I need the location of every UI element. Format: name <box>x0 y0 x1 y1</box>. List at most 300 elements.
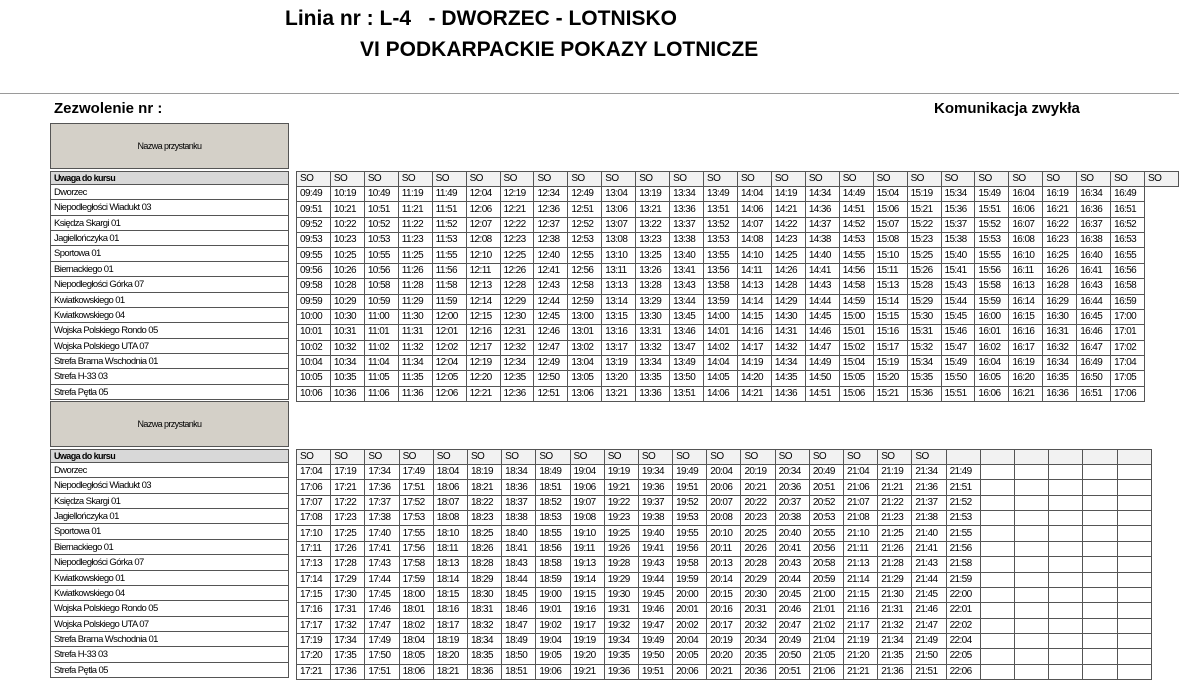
departure-time-cell: 19:08 <box>570 511 604 526</box>
course-marker-cell: SO <box>602 172 636 187</box>
departure-time-cell: 13:53 <box>704 233 738 248</box>
course-marker-cell: SO <box>975 172 1009 187</box>
departure-time-cell <box>1049 495 1083 510</box>
departure-time-cell: 15:14 <box>873 294 907 309</box>
departure-time-cell: 15:30 <box>907 309 941 324</box>
timetable-row <box>297 355 1179 370</box>
departure-time-cell: 13:30 <box>636 309 670 324</box>
departure-time-cell: 15:19 <box>873 355 907 370</box>
stop-name: Kwiatkowskiego 04 <box>50 586 289 601</box>
course-marker-cell: SO <box>1145 172 1179 187</box>
departure-time-cell: 19:23 <box>604 511 638 526</box>
departure-time-cell: 19:51 <box>638 664 672 679</box>
departure-time-cell: 12:04 <box>432 355 466 370</box>
departure-time-cell: 11:49 <box>432 187 466 202</box>
departure-time-cell: 19:37 <box>638 495 672 510</box>
departure-time-cell: 10:05 <box>297 371 331 386</box>
departure-time-cell: 17:51 <box>399 480 433 495</box>
departure-time-cell: 12:51 <box>534 386 568 401</box>
departure-time-cell: 14:23 <box>771 233 805 248</box>
departure-time-cell: 16:45 <box>1077 309 1111 324</box>
departure-time-cell: 14:04 <box>704 355 738 370</box>
departure-time-cell: 21:19 <box>844 633 878 648</box>
departure-time-cell: 20:51 <box>809 480 843 495</box>
departure-time-cell: 16:21 <box>1043 202 1077 217</box>
departure-time-cell: 19:53 <box>673 511 707 526</box>
departure-time-cell: 12:49 <box>568 187 602 202</box>
departure-time-cell: 15:59 <box>975 294 1009 309</box>
departure-time-cell: 14:44 <box>805 294 839 309</box>
departure-time-cell: 21:37 <box>912 495 946 510</box>
departure-time-cell <box>1014 495 1048 510</box>
departure-time-cell: 17:11 <box>297 541 331 556</box>
departure-time-cell: 20:26 <box>741 541 775 556</box>
departure-time-cell: 17:04 <box>1111 355 1145 370</box>
departure-time-cell: 12:55 <box>568 248 602 263</box>
departure-time-cell: 20:38 <box>775 511 809 526</box>
departure-time-cell: 16:53 <box>1111 233 1145 248</box>
departure-time-cell: 13:04 <box>602 187 636 202</box>
departure-time-cell: 18:58 <box>536 557 570 572</box>
departure-time-cell <box>1083 572 1117 587</box>
departure-time-cell: 12:11 <box>466 263 500 278</box>
departure-time-cell <box>1083 587 1117 602</box>
departure-time-cell: 11:29 <box>398 294 432 309</box>
departure-time-cell: 17:00 <box>1111 309 1145 324</box>
departure-time-cell: 21:31 <box>878 603 912 618</box>
departure-time-cell: 15:11 <box>873 263 907 278</box>
timetable-row <box>297 217 1179 232</box>
departure-time-cell: 21:59 <box>946 572 980 587</box>
departure-time-cell: 19:36 <box>604 664 638 679</box>
departure-time-cell: 19:29 <box>604 572 638 587</box>
departure-time-cell <box>1049 557 1083 572</box>
departure-time-cell: 18:25 <box>467 526 501 541</box>
departure-time-cell <box>1049 572 1083 587</box>
departure-time-cell: 17:34 <box>365 465 399 480</box>
departure-time-cell: 11:59 <box>432 294 466 309</box>
departure-time-cell: 20:17 <box>707 618 741 633</box>
departure-time-cell: 11:22 <box>398 217 432 232</box>
course-marker-cell: SO <box>297 172 331 187</box>
departure-time-cell: 17:47 <box>365 618 399 633</box>
departure-time-cell: 11:58 <box>432 279 466 294</box>
departure-time-cell: 18:31 <box>467 603 501 618</box>
departure-time-cell: 16:17 <box>1009 340 1043 355</box>
departure-time-cell: 17:38 <box>365 511 399 526</box>
departure-time-cell: 21:02 <box>809 618 843 633</box>
departure-time-cell: 13:00 <box>568 309 602 324</box>
departure-time-cell: 14:16 <box>737 325 771 340</box>
departure-time-cell: 16:20 <box>1009 371 1043 386</box>
departure-time-cell: 15:06 <box>839 386 873 401</box>
departure-time-cell: 13:41 <box>670 263 704 278</box>
departure-time-cell <box>1083 664 1117 679</box>
departure-time-cell: 15:02 <box>839 340 873 355</box>
course-marker-cell: SO <box>741 450 775 465</box>
departure-time-cell: 18:46 <box>502 603 536 618</box>
departure-time-cell <box>980 618 1014 633</box>
departure-time-cell <box>1083 649 1117 664</box>
departure-time-cell: 10:26 <box>330 263 364 278</box>
departure-time-cell <box>1014 603 1048 618</box>
departure-time-cell: 17:14 <box>297 572 331 587</box>
departure-time-cell: 13:23 <box>636 233 670 248</box>
departure-time-cell: 11:51 <box>432 202 466 217</box>
departure-time-cell: 12:31 <box>500 325 534 340</box>
departure-time-cell: 12:25 <box>500 248 534 263</box>
departure-time-cell: 15:19 <box>907 187 941 202</box>
departure-time-cell: 11:21 <box>398 202 432 217</box>
departure-time-cell <box>1117 541 1151 556</box>
departure-time-cell: 12:10 <box>466 248 500 263</box>
departure-time-cell: 18:36 <box>502 480 536 495</box>
departure-time-cell: 20:34 <box>741 633 775 648</box>
course-marker-cell <box>980 450 1014 465</box>
departure-time-cell: 12:00 <box>432 309 466 324</box>
departure-time-cell <box>1014 526 1048 541</box>
departure-time-cell <box>1049 649 1083 664</box>
departure-time-cell: 19:22 <box>604 495 638 510</box>
departure-time-cell: 12:26 <box>500 263 534 278</box>
departure-time-cell: 14:25 <box>771 248 805 263</box>
departure-time-cell: 11:25 <box>398 248 432 263</box>
departure-time-cell: 21:34 <box>878 633 912 648</box>
departure-time-cell: 20:21 <box>707 664 741 679</box>
departure-time-cell: 18:22 <box>467 495 501 510</box>
departure-time-cell: 10:56 <box>364 263 398 278</box>
departure-time-cell: 10:58 <box>364 279 398 294</box>
departure-time-cell: 20:36 <box>775 480 809 495</box>
departure-time-cell: 17:49 <box>365 633 399 648</box>
departure-time-cell: 18:56 <box>536 541 570 556</box>
departure-time-cell: 12:43 <box>534 279 568 294</box>
departure-time-cell: 21:04 <box>844 465 878 480</box>
course-marker-cell: SO <box>365 450 399 465</box>
departure-time-cell: 20:02 <box>673 618 707 633</box>
departure-time-cell: 20:04 <box>673 633 707 648</box>
departure-time-cell: 21:29 <box>878 572 912 587</box>
departure-time-cell: 16:21 <box>1009 386 1043 401</box>
departure-time-cell: 19:41 <box>638 541 672 556</box>
departure-time-cell: 11:19 <box>398 187 432 202</box>
departure-time-cell: 13:34 <box>670 187 704 202</box>
departure-time-cell: 15:21 <box>907 202 941 217</box>
departure-time-cell: 13:11 <box>602 263 636 278</box>
departure-time-cell: 11:56 <box>432 263 466 278</box>
departure-time-cell <box>1014 618 1048 633</box>
timetable-row <box>297 618 1152 633</box>
departure-time-cell: 19:06 <box>536 664 570 679</box>
departure-time-cell: 15:38 <box>941 233 975 248</box>
departure-time-cell: 17:32 <box>331 618 365 633</box>
departure-time-cell: 17:28 <box>331 557 365 572</box>
departure-time-cell: 11:30 <box>398 309 432 324</box>
course-marker-cell: SO <box>432 172 466 187</box>
departure-time-cell: 13:56 <box>704 263 738 278</box>
departure-time-cell: 16:00 <box>975 309 1009 324</box>
departure-time-cell: 18:41 <box>502 541 536 556</box>
timetable-row <box>297 465 1152 480</box>
departure-time-cell: 19:04 <box>570 465 604 480</box>
course-marker-cell: SO <box>500 172 534 187</box>
departure-time-cell: 13:04 <box>568 355 602 370</box>
departure-time-cell <box>980 664 1014 679</box>
course-marker-cell: SO <box>568 172 602 187</box>
departure-time-cell: 19:38 <box>638 511 672 526</box>
departure-time-cell: 17:35 <box>331 649 365 664</box>
departure-time-cell: 13:34 <box>636 355 670 370</box>
stop-name: Biernackiego 01 <box>50 262 289 277</box>
departure-time-cell: 14:10 <box>737 248 771 263</box>
departure-time-cell: 17:26 <box>331 541 365 556</box>
departure-time-cell: 10:04 <box>297 355 331 370</box>
departure-time-cell: 16:40 <box>1077 248 1111 263</box>
departure-time-cell: 20:59 <box>809 572 843 587</box>
departure-time-cell <box>980 633 1014 648</box>
stop-name: Jagiellończyka 01 <box>50 231 289 246</box>
course-marker-cell: SO <box>331 450 365 465</box>
departure-time-cell: 16:06 <box>1009 202 1043 217</box>
departure-time-cell: 15:44 <box>941 294 975 309</box>
departure-time-cell: 11:52 <box>432 217 466 232</box>
stop-name: Księdza Skargi 01 <box>50 216 289 231</box>
course-marker-cell: SO <box>534 172 568 187</box>
departure-time-cell: 14:35 <box>771 371 805 386</box>
departure-time-cell: 19:34 <box>638 465 672 480</box>
departure-time-cell: 19:30 <box>604 587 638 602</box>
departure-time-cell <box>1049 526 1083 541</box>
stop-column-block-2 <box>50 401 289 678</box>
departure-time-cell: 19:55 <box>673 526 707 541</box>
departure-time-cell: 09:56 <box>297 263 331 278</box>
departure-time-cell: 10:21 <box>330 202 364 217</box>
departure-time-cell: 21:46 <box>912 603 946 618</box>
departure-time-cell: 15:34 <box>907 355 941 370</box>
departure-time-cell <box>980 587 1014 602</box>
departure-time-cell: 20:36 <box>741 664 775 679</box>
departure-time-cell: 18:38 <box>502 511 536 526</box>
departure-time-cell: 21:43 <box>912 557 946 572</box>
departure-time-cell: 19:49 <box>673 465 707 480</box>
departure-time-cell: 09:51 <box>297 202 331 217</box>
departure-time-cell <box>1117 618 1151 633</box>
departure-time-cell: 15:05 <box>839 371 873 386</box>
departure-time-cell: 21:14 <box>844 572 878 587</box>
departure-time-cell: 10:30 <box>330 309 364 324</box>
departure-time-cell: 21:06 <box>809 664 843 679</box>
departure-time-cell <box>1049 465 1083 480</box>
departure-time-cell: 12:13 <box>466 279 500 294</box>
departure-time-cell: 19:31 <box>604 603 638 618</box>
departure-time-cell: 12:58 <box>568 279 602 294</box>
departure-time-cell: 18:10 <box>433 526 467 541</box>
departure-time-cell: 21:00 <box>809 587 843 602</box>
departure-time-cell: 12:37 <box>534 217 568 232</box>
departure-time-cell: 10:25 <box>330 248 364 263</box>
departure-time-cell <box>1117 480 1151 495</box>
departure-time-cell: 11:01 <box>364 325 398 340</box>
departure-time-cell: 16:38 <box>1077 233 1111 248</box>
departure-time-cell: 17:36 <box>331 664 365 679</box>
departure-time-cell: 13:06 <box>602 202 636 217</box>
departure-time-cell: 13:50 <box>670 371 704 386</box>
departure-time-cell: 17:16 <box>297 603 331 618</box>
departure-time-cell: 13:32 <box>636 340 670 355</box>
departure-time-cell <box>1083 633 1117 648</box>
departure-time-cell: 14:06 <box>704 386 738 401</box>
departure-time-cell: 12:17 <box>466 340 500 355</box>
departure-time-cell: 19:51 <box>673 480 707 495</box>
departure-time-cell: 16:51 <box>1111 202 1145 217</box>
departure-time-cell: 13:19 <box>602 355 636 370</box>
departure-time-cell: 20:06 <box>673 664 707 679</box>
departure-time-cell: 14:56 <box>839 263 873 278</box>
departure-time-cell: 18:07 <box>433 495 467 510</box>
departure-time-cell <box>980 465 1014 480</box>
departure-time-cell: 12:56 <box>568 263 602 278</box>
departure-time-cell <box>1014 541 1048 556</box>
departure-time-cell: 16:37 <box>1077 217 1111 232</box>
departure-time-cell: 10:01 <box>297 325 331 340</box>
departure-time-cell: 20:07 <box>707 495 741 510</box>
departure-time-cell: 18:44 <box>502 572 536 587</box>
departure-time-cell: 15:17 <box>873 340 907 355</box>
departure-time-cell: 15:01 <box>839 325 873 340</box>
departure-time-cell: 14:43 <box>805 279 839 294</box>
departure-time-cell: 15:06 <box>873 202 907 217</box>
departure-time-cell: 14:41 <box>805 263 839 278</box>
departure-time-cell: 20:55 <box>809 526 843 541</box>
departure-time-cell: 14:32 <box>771 340 805 355</box>
departure-time-cell: 17:34 <box>331 633 365 648</box>
departure-time-cell: 19:19 <box>570 633 604 648</box>
course-marker-cell: SO <box>707 450 741 465</box>
departure-time-cell: 20:25 <box>741 526 775 541</box>
departure-time-cell: 14:08 <box>737 233 771 248</box>
course-marker-cell <box>1014 450 1048 465</box>
departure-time-cell: 13:29 <box>636 294 670 309</box>
departure-time-cell: 10:51 <box>364 202 398 217</box>
departure-time-cell: 17:06 <box>297 480 331 495</box>
departure-time-cell: 10:06 <box>297 386 331 401</box>
timetable-row <box>297 664 1152 679</box>
departure-time-cell: 13:36 <box>636 386 670 401</box>
timetable-row <box>297 572 1152 587</box>
departure-time-cell <box>1117 511 1151 526</box>
departure-time-cell: 20:16 <box>707 603 741 618</box>
departure-time-cell: 15:36 <box>941 202 975 217</box>
departure-time-cell <box>980 526 1014 541</box>
departure-time-cell: 13:44 <box>670 294 704 309</box>
departure-time-cell: 14:02 <box>704 340 738 355</box>
departure-time-cell: 20:06 <box>707 480 741 495</box>
timetable-row <box>297 603 1152 618</box>
departure-time-cell: 17:08 <box>297 511 331 526</box>
departure-time-cell: 20:44 <box>775 572 809 587</box>
departure-time-cell <box>980 480 1014 495</box>
departure-time-cell: 14:34 <box>805 187 839 202</box>
departure-time-cell: 14:53 <box>839 233 873 248</box>
departure-time-cell: 20:20 <box>707 649 741 664</box>
departure-time-cell: 10:02 <box>297 340 331 355</box>
departure-time-cell: 17:29 <box>331 572 365 587</box>
departure-time-cell: 14:34 <box>771 355 805 370</box>
departure-time-cell: 13:21 <box>602 386 636 401</box>
departure-time-cell: 15:46 <box>941 325 975 340</box>
departure-time-cell: 15:23 <box>907 233 941 248</box>
departure-time-cell: 12:07 <box>466 217 500 232</box>
departure-time-cell: 21:34 <box>912 465 946 480</box>
departure-time-cell: 16:06 <box>975 386 1009 401</box>
departure-time-cell: 20:46 <box>775 603 809 618</box>
departure-time-cell: 19:20 <box>570 649 604 664</box>
departure-time-cell: 18:53 <box>536 511 570 526</box>
departure-time-cell: 16:10 <box>1009 248 1043 263</box>
departure-time-cell: 13:15 <box>602 309 636 324</box>
departure-time-cell: 14:45 <box>805 309 839 324</box>
departure-time-cell: 16:04 <box>1009 187 1043 202</box>
departure-time-cell: 15:13 <box>873 279 907 294</box>
departure-time-cell: 17:30 <box>331 587 365 602</box>
departure-time-cell: 15:36 <box>907 386 941 401</box>
departure-time-cell: 18:19 <box>467 465 501 480</box>
departure-time-cell: 21:01 <box>809 603 843 618</box>
departure-time-cell: 16:36 <box>1077 202 1111 217</box>
departure-time-cell: 13:49 <box>704 187 738 202</box>
departure-time-cell: 14:13 <box>737 279 771 294</box>
departure-time-cell: 12:46 <box>534 325 568 340</box>
departure-time-cell: 17:59 <box>399 572 433 587</box>
departure-time-cell: 17:31 <box>331 603 365 618</box>
departure-time-cell: 15:52 <box>975 217 1009 232</box>
departure-time-cell: 18:00 <box>399 587 433 602</box>
departure-time-cell: 17:05 <box>1111 371 1145 386</box>
departure-time-cell: 18:20 <box>433 649 467 664</box>
departure-time-cell: 18:43 <box>502 557 536 572</box>
course-marker-cell: SO <box>364 172 398 187</box>
departure-time-cell: 20:00 <box>673 587 707 602</box>
departure-time-cell: 14:37 <box>805 217 839 232</box>
departure-time-cell: 11:05 <box>364 371 398 386</box>
departure-time-cell: 14:30 <box>771 309 805 324</box>
departure-time-cell: 10:23 <box>330 233 364 248</box>
departure-time-cell: 13:25 <box>636 248 670 263</box>
departure-time-cell: 13:20 <box>602 371 636 386</box>
departure-time-cell: 19:06 <box>570 480 604 495</box>
departure-time-cell: 17:40 <box>365 526 399 541</box>
departure-time-cell: 17:19 <box>331 465 365 480</box>
departure-time-cell: 13:55 <box>704 248 738 263</box>
departure-time-cell: 16:25 <box>1043 248 1077 263</box>
departure-time-cell: 16:59 <box>1111 294 1145 309</box>
departure-time-cell: 21:36 <box>878 664 912 679</box>
timetable-row <box>297 526 1152 541</box>
departure-time-cell: 17:37 <box>365 495 399 510</box>
stop-name: Kwiatkowskiego 04 <box>50 308 289 323</box>
departure-time-cell <box>1049 511 1083 526</box>
departure-time-cell: 10:53 <box>364 233 398 248</box>
departure-time-cell: 20:43 <box>775 557 809 572</box>
departure-time-cell <box>1083 603 1117 618</box>
departure-time-cell: 11:06 <box>364 386 398 401</box>
departure-time-cell: 14:50 <box>805 371 839 386</box>
departure-time-cell: 21:41 <box>912 541 946 556</box>
departure-time-cell: 11:23 <box>398 233 432 248</box>
departure-time-cell <box>1117 572 1151 587</box>
course-marker-cell: SO <box>844 450 878 465</box>
departure-time-cell: 19:11 <box>570 541 604 556</box>
